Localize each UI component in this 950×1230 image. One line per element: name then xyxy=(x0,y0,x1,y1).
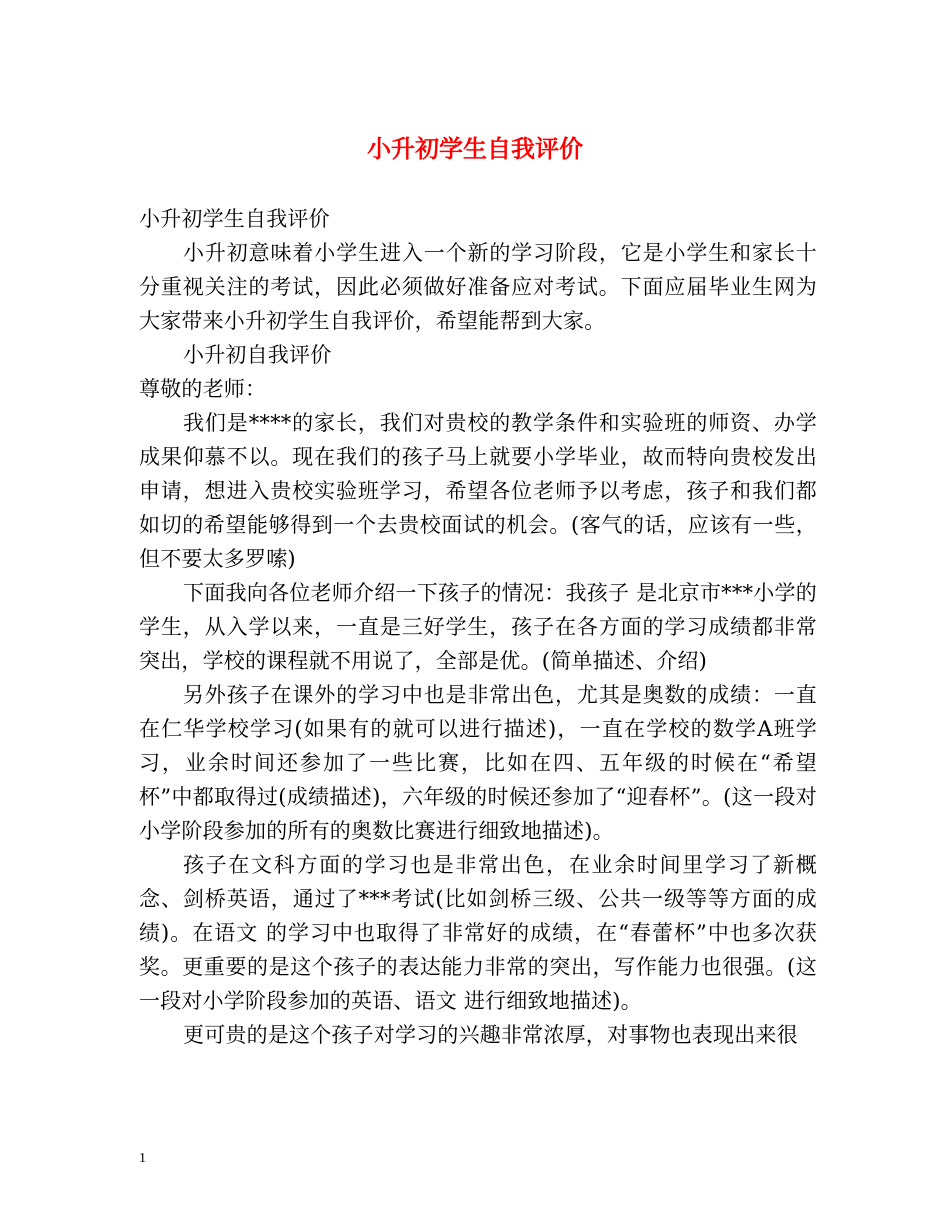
paragraph-body: 下面我向各位老师介绍一下孩子的情况：我孩子 是北京市***小学的学生，从入学以来，一直是三好学生，孩子在各方面的学习成绩都非常突出，学校的课程就不用说了，全部是优。(简单描述、介绍) xyxy=(139,581,817,673)
paragraph-subtitle: 小升初学生自我评价 xyxy=(139,207,330,231)
paragraph-body: 孩子在文科方面的学习也是非常出色，在业余时间里学习了新概念、剑桥英语，通过了***考试(比如剑桥三级、公共一级等等方面的成绩)。在语文 的学习中也取得了非常好的成绩，在“春蕾杯”中也多次获奖。更重要的是这个孩子的表达能力非常的突出，写作能力也很强。(这一段对小学阶段参加的英语、语文 进行细致地描述)。 xyxy=(139,853,817,1013)
document-body xyxy=(139,202,817,1052)
paragraph-body: 我们是****的家长，我们对贵校的教学条件和实验班的师资、办学成果仰慕不以。现在我们的孩子马上就要小学毕业，故而特向贵校发出申请，想进入贵校实验班学习，希望各位老师予以考虑，孩子和我们都如切的希望能够得到一个去贵校面试的机会。(客气的话，应该有一些，但不要太多罗嗦) xyxy=(139,411,817,571)
paragraph-section-heading: 小升初自我评价 xyxy=(183,343,332,367)
paragraph-salutation: 尊敬的老师： xyxy=(139,377,267,401)
document-title: 小升初学生自我评价 xyxy=(367,134,583,163)
page-number: 1 xyxy=(139,1151,146,1166)
paragraph-body: 另外孩子在课外的学习中也是非常出色，尤其是奥数的成绩：一直在仁华学校学习(如果有的就可以进行描述)，一直在学校的数学A班学习，业余时间还参加了一些比赛，比如在四、五年级的时候在“希望杯”中都取得过(成绩描述)，六年级的时候还参加了“迎春杯”。(这一段对小学阶段参加的所有的奥数比赛进行细致地描述)。 xyxy=(139,683,817,843)
paragraph-intro: 小升初意味着小学生进入一个新的学习阶段，它是小学生和家长十分重视关注的考试，因此必须做好准备应对考试。下面应届毕业生网为大家带来小升初学生自我评价，希望能帮到大家。 xyxy=(139,241,817,333)
paragraph-body: 更可贵的是这个孩子对学习的兴趣非常浓厚，对事物也表现出来很 xyxy=(183,1023,798,1047)
